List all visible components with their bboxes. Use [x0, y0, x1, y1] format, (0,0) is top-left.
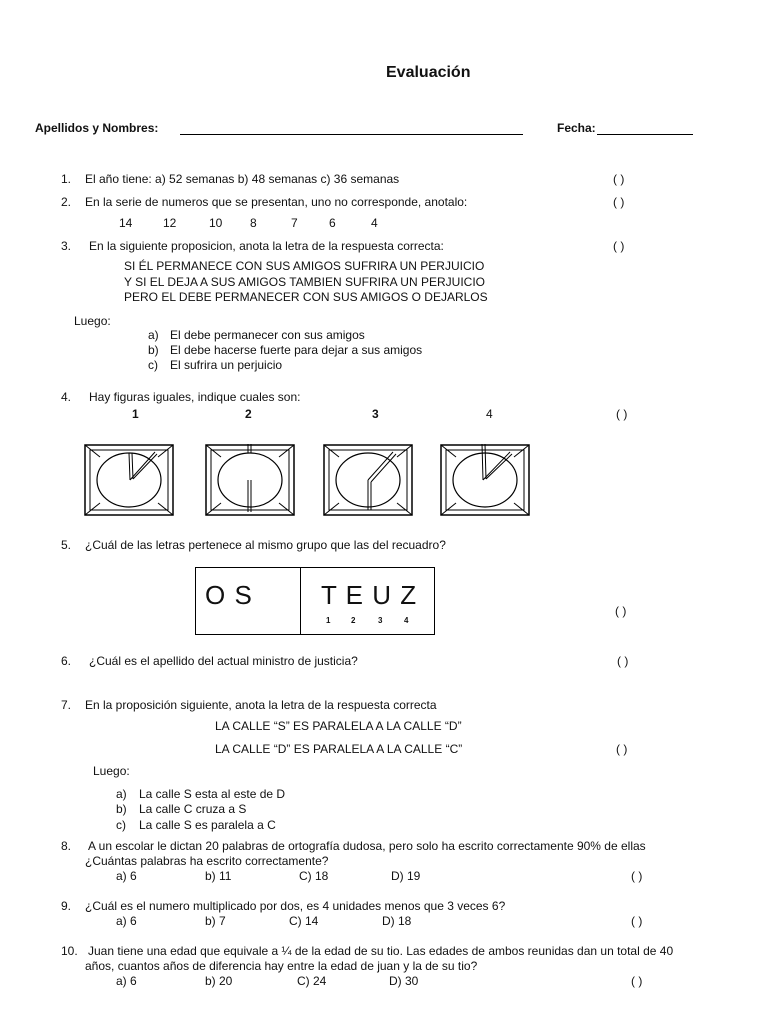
q9-answer-blank[interactable]: ( )	[631, 914, 643, 928]
q5-answer-blank[interactable]: ( )	[615, 604, 627, 618]
choice-letters: T E U Z	[321, 580, 418, 610]
q3-option-text: El debe hacerse fuerte para dejar a sus amigos	[170, 343, 423, 357]
q8-option: C) 18	[299, 869, 329, 883]
boxed-letters: O S	[205, 580, 253, 610]
choice-number: 1	[326, 616, 331, 625]
series-number: 7	[291, 216, 298, 230]
name-field-line[interactable]	[180, 134, 523, 135]
q3-option-text: El sufrira un perjuicio	[170, 358, 283, 372]
q3-option-letter: c)	[148, 358, 158, 372]
q8-option: D) 19	[391, 869, 421, 883]
q3-luego-label: Luego:	[74, 314, 111, 328]
series-number: 4	[371, 216, 378, 230]
q6-text: ¿Cuál es el apellido del actual ministro de justicia?	[89, 654, 358, 668]
q9-option: C) 14	[289, 914, 319, 928]
figure-label: 4	[486, 407, 493, 421]
q9-option: b) 7	[205, 914, 226, 928]
q1-text: El año tiene: a) 52 semanas b) 48 semanas c) 36 semanas	[85, 172, 400, 186]
q7-option-text: La calle S esta al este de D	[139, 787, 286, 801]
q7-text: En la proposición siguiente, anota la letra de la respuesta correcta	[85, 698, 437, 712]
q3-proposition-line: Y SI EL DEJA A SUS AMIGOS TAMBIEN SUFRIRA UN PERJUICIO	[124, 275, 485, 289]
q2-answer-blank[interactable]: ( )	[613, 195, 625, 209]
q3-proposition-line: PERO EL DEBE PERMANECER CON SUS AMIGOS O DEJARLOS	[124, 290, 488, 304]
q7-luego-label: Luego:	[93, 764, 130, 778]
q4-text: Hay figuras iguales, indique cuales son:	[89, 390, 301, 404]
q6-number: 6.	[61, 654, 72, 668]
series-number: 8	[250, 216, 257, 230]
name-label: Apellidos y Nombres:	[35, 121, 159, 135]
q7-number: 7.	[61, 698, 72, 712]
q7-proposition-line: LA CALLE “S” ES PARALELA A LA CALLE “D”	[215, 719, 462, 733]
q8-answer-blank[interactable]: ( )	[631, 869, 643, 883]
q10-answer-blank[interactable]: ( )	[631, 974, 643, 988]
figure-2	[205, 444, 295, 516]
page-title: Evaluación	[386, 64, 471, 81]
date-field-line[interactable]	[597, 134, 693, 135]
choice-number: 2	[351, 616, 356, 625]
figure-label: 3	[372, 407, 379, 421]
q4-number: 4.	[61, 390, 72, 404]
q8-option: b) 11	[205, 869, 232, 883]
series-number: 14	[119, 216, 133, 230]
q3-answer-blank[interactable]: ( )	[613, 239, 625, 253]
q3-text: En la siguiente proposicion, anota la letra de la respuesta correcta:	[89, 239, 444, 253]
q7-option-letter: b)	[116, 802, 127, 816]
q7-option-text: La calle C cruza a S	[139, 802, 247, 816]
q7-option-letter: c)	[116, 818, 126, 832]
q10-number: 10.	[61, 944, 78, 958]
figure-4	[440, 444, 530, 516]
figure-1	[84, 444, 174, 516]
q3-option-text: El debe permanecer con sus amigos	[170, 328, 365, 342]
series-number: 10	[209, 216, 223, 230]
choice-number: 3	[378, 616, 383, 625]
q1-answer-blank[interactable]: ( )	[613, 172, 625, 186]
q8-text-line2: ¿Cuántas palabras ha escrito correctamente?	[85, 854, 329, 868]
q3-number: 3.	[61, 239, 72, 253]
q10-option: b) 20	[205, 974, 233, 988]
q10-option: D) 30	[389, 974, 419, 988]
q10-text-line1: Juan tiene una edad que equivale a ¼ de la edad de su tio. Las edades de ambos reunidas dan un total de 40	[88, 944, 674, 958]
figure-3	[323, 444, 413, 516]
q9-option: D) 18	[382, 914, 412, 928]
q9-number: 9.	[61, 899, 72, 913]
q9-option: a) 6	[116, 914, 137, 928]
q8-number: 8.	[61, 839, 72, 853]
q5-number: 5.	[61, 538, 72, 552]
q2-text: En la serie de numeros que se presentan, uno no corresponde, anotalo:	[85, 195, 468, 209]
q6-answer-blank[interactable]: ( )	[617, 654, 629, 668]
q7-proposition-line: LA CALLE “D” ES PARALELA A LA CALLE “C”	[215, 742, 463, 756]
letters-box	[195, 567, 435, 635]
q8-text-line1: A un escolar le dictan 20 palabras de ortografía dudosa, pero solo ha escrito correctamente 90% de ellas	[88, 839, 646, 853]
figure-label: 2	[245, 407, 252, 421]
q7-option-text: La calle S es paralela a C	[139, 818, 276, 832]
q10-option: a) 6	[116, 974, 137, 988]
q7-option-letter: a)	[116, 787, 127, 801]
q1-number: 1.	[61, 172, 72, 186]
q3-proposition-line: SI ÉL PERMANECE CON SUS AMIGOS SUFRIRA UN PERJUICIO	[124, 259, 485, 273]
q3-option-letter: b)	[148, 343, 159, 357]
series-number: 12	[163, 216, 177, 230]
choice-number: 4	[404, 616, 409, 625]
q8-option: a) 6	[116, 869, 137, 883]
q5-text: ¿Cuál de las letras pertenece al mismo grupo que las del recuadro?	[85, 538, 446, 552]
q10-text-line2: años, cuantos años de diferencia hay entre la edad de juan y la de su tio?	[85, 959, 478, 973]
q9-text: ¿Cuál es el numero multiplicado por dos, es 4 unidades menos que 3 veces 6?	[85, 899, 506, 913]
letters-box-divider	[300, 568, 301, 634]
q4-answer-blank[interactable]: ( )	[616, 407, 628, 421]
q2-number: 2.	[61, 195, 72, 209]
q10-option: C) 24	[297, 974, 327, 988]
figure-label: 1	[132, 407, 139, 421]
series-number: 6	[329, 216, 336, 230]
date-label: Fecha:	[557, 121, 596, 135]
q7-answer-blank[interactable]: ( )	[616, 742, 628, 756]
q3-option-letter: a)	[148, 328, 159, 342]
